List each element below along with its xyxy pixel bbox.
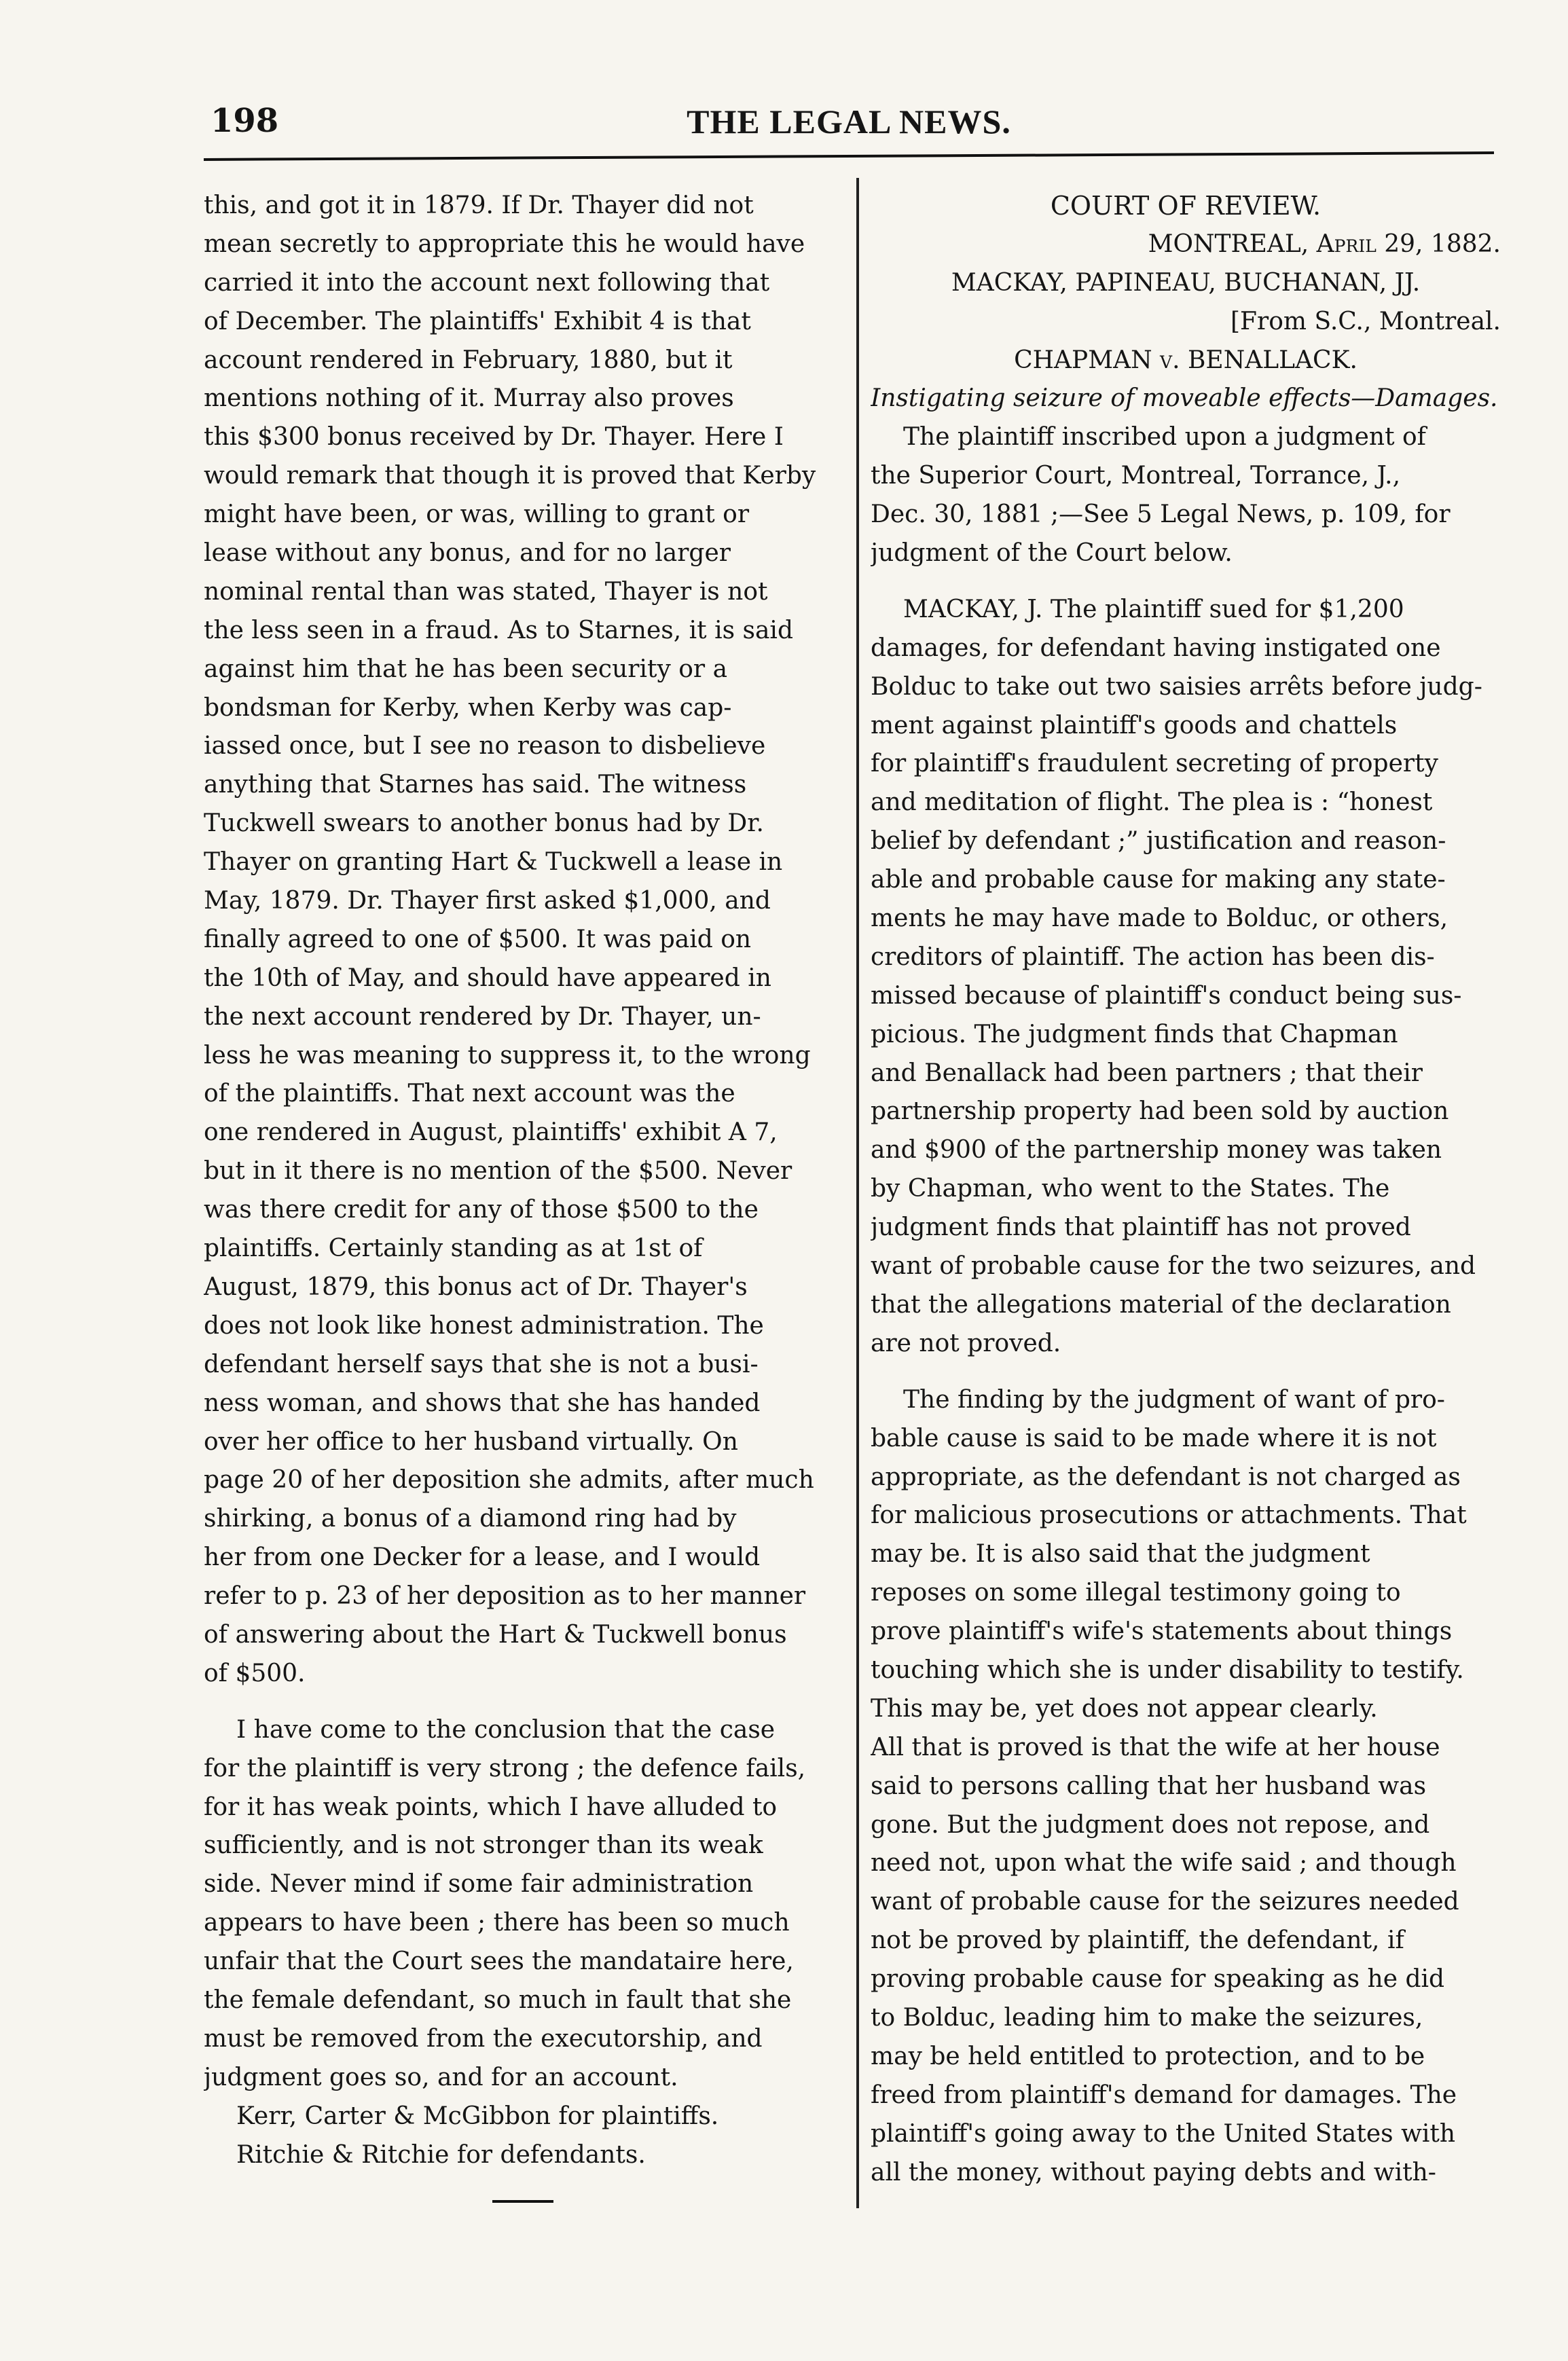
text-line: reposes on some illegal testimony going to <box>871 1579 1401 1607</box>
case-headnote: Instigating seizure of moveable effects—Damages. <box>871 384 1498 413</box>
text-line: would remark that though it is proved that Kerby <box>204 462 816 490</box>
text-line: and $900 of the partnership money was taken <box>871 1136 1442 1165</box>
text-line: bable cause is said to be made where it is not <box>871 1424 1437 1452</box>
text-line: of answering about the Hart & Tuckwell bonus <box>204 1620 787 1649</box>
decision-date: MONTREAL, April 29, 1882. <box>1148 230 1501 258</box>
text-line: mentions nothing of it. Murray also proves <box>204 384 734 413</box>
text-line: was there credit for any of those $500 to the <box>204 1196 759 1224</box>
text-line: May, 1879. Dr. Thayer first asked $1,000, and <box>204 887 771 915</box>
text-line: belief by defendant ;” justification and reason- <box>871 827 1446 856</box>
text-line: appears to have been ; there has been so much <box>204 1909 790 1937</box>
case-source: [From S.C., Montreal. <box>1230 307 1501 335</box>
text-line: appropriate, as the defendant is not charged as <box>871 1463 1461 1491</box>
text-line: Tuckwell swears to another bonus had by Dr. <box>204 809 764 838</box>
defendants-counsel: Ritchie & Ritchie for defendants. <box>236 2140 646 2169</box>
text-line: must be removed from the executorship, and <box>204 2024 763 2053</box>
text-line: carried it into the account next following that <box>204 268 770 297</box>
right-paragraph-2 <box>871 591 1501 1363</box>
text-line: The finding by the judgment of want of pro- <box>903 1385 1445 1414</box>
text-line: sufficiently, and is not stronger than its weak <box>204 1831 763 1860</box>
text-line: one rendered in August, plaintiffs' exhibit A 7, <box>204 1118 778 1147</box>
text-line: said to persons calling that her husband was <box>871 1772 1427 1800</box>
text-line: picious. The judgment finds that Chapman <box>871 1020 1398 1048</box>
text-line: partnership property had been sold by auction <box>871 1097 1449 1126</box>
text-line: may be. It is also said that the judgment <box>871 1540 1370 1569</box>
text-line: for it has weak points, which I have alluded to <box>204 1793 778 1821</box>
text-line: The plaintiff inscribed upon a judgment of <box>903 423 1426 452</box>
text-line: that the allegations material of the declaration <box>871 1290 1451 1319</box>
text-line: judgment of the Court below. <box>871 539 1233 568</box>
page-header <box>204 102 1494 149</box>
text-line: her from one Decker for a lease, and I would <box>204 1543 761 1572</box>
text-line: less he was meaning to suppress it, to the wrong <box>204 1041 811 1069</box>
text-line: missed because of plaintiff's conduct being sus- <box>871 981 1462 1010</box>
text-line: might have been, or was, willing to grant or <box>204 500 750 529</box>
text-line: page 20 of her deposition she admits, after much <box>204 1466 814 1495</box>
text-line: to Bolduc, leading him to make the seizures, <box>871 2003 1423 2032</box>
text-line: lease without any bonus, and for no larger <box>204 539 731 568</box>
text-line: defendant herself says that she is not a busi- <box>204 1350 759 1378</box>
text-line: need not, upon what the wife said ; and though <box>871 1849 1457 1878</box>
right-paragraph-1 <box>871 418 1501 573</box>
header-rule <box>204 151 1494 161</box>
text-line: want of probable cause for the seizures needed <box>871 1888 1459 1916</box>
text-line: against him that he has been security or a <box>204 655 728 683</box>
text-line: This may be, yet does not appear clearly. <box>871 1694 1378 1723</box>
court-heading: COURT OF REVIEW. <box>1050 191 1321 221</box>
text-line: judgment goes so, and for an account. <box>204 2063 678 2091</box>
text-line: able and probable cause for making any state- <box>871 866 1446 894</box>
article-end-rule <box>492 2200 553 2203</box>
text-line: proving probable cause for speaking as he did <box>871 1965 1445 1994</box>
left-column <box>204 187 842 2210</box>
text-line: and Benallack had been partners ; that their <box>871 1059 1423 1087</box>
text-line: not be proved by plaintiff, the defendant, if <box>871 1926 1404 1955</box>
text-line: Thayer on granting Hart & Tuckwell a lease in <box>204 848 783 877</box>
text-line: I have come to the conclusion that the case <box>236 1715 776 1744</box>
text-line: for malicious prosecutions or attachments. That <box>871 1501 1467 1530</box>
text-line: freed from plaintiff's demand for damages. The <box>871 2081 1457 2109</box>
text-line: all the money, without paying debts and with- <box>871 2158 1436 2186</box>
text-line: are not proved. <box>871 1329 1061 1357</box>
text-line: the Superior Court, Montreal, Torrance, J., <box>871 462 1401 490</box>
text-line: for the plaintiff is very strong ; the defence fails, <box>204 1754 806 1782</box>
judges: MACKAY, PAPINEAU, BUCHANAN, JJ. <box>951 268 1421 297</box>
text-line: may be held entitled to protection, and to be <box>871 2042 1425 2070</box>
text-line: side. Never mind if some fair administration <box>204 1870 754 1899</box>
text-line: damages, for defendant having instigated one <box>871 634 1441 662</box>
text-line: August, 1879, this bonus act of Dr. Thayer's <box>204 1273 748 1301</box>
text-line: refer to p. 23 of her deposition as to her manner <box>204 1582 806 1611</box>
text-line: by Chapman, who went to the States. The <box>871 1175 1390 1203</box>
text-line: judgment finds that plaintiff has not proved <box>871 1213 1411 1242</box>
text-line: nominal rental than was stated, Thayer is not <box>204 577 768 606</box>
text-line: plaintiff's going away to the United States with <box>871 2119 1456 2148</box>
plaintiffs-counsel: Kerr, Carter & McGibbon for plaintiffs. <box>236 2102 719 2130</box>
text-line: this, and got it in 1879. If Dr. Thayer did not <box>204 191 754 219</box>
text-line: MACKAY, J. The plaintiff sued for $1,200 <box>903 595 1404 623</box>
text-line: shirking, a bonus of a diamond ring had by <box>204 1505 737 1533</box>
text-line: All that is proved is that the wife at her house <box>871 1733 1440 1761</box>
column-divider <box>856 178 859 2208</box>
text-line: touching which she is under disability to testify. <box>871 1655 1464 1684</box>
text-line: but in it there is no mention of the $500. Never <box>204 1157 792 1186</box>
text-line: the female defendant, so much in fault that she <box>204 1985 792 2014</box>
text-line: the 10th of May, and should have appeared in <box>204 964 771 992</box>
text-line: mean secretly to appropriate this he would have <box>204 230 805 258</box>
text-line: and meditation of flight. The plea is : “honest <box>871 788 1433 817</box>
text-line: account rendered in February, 1880, but it <box>204 346 733 374</box>
text-line: does not look like honest administration. The <box>204 1311 764 1340</box>
right-paragraph-3 <box>871 1381 1501 2193</box>
text-line: bondsman for Kerby, when Kerby was cap- <box>204 693 732 722</box>
text-line: finally agreed to one of $500. It was paid on <box>204 925 752 953</box>
text-line: of December. The plaintiffs' Exhibit 4 is that <box>204 307 751 335</box>
text-line: ment against plaintiff's goods and chattels <box>871 711 1398 739</box>
text-line: over her office to her husband virtually. On <box>204 1427 738 1456</box>
text-line: prove plaintiff's wife's statements about things <box>871 1617 1453 1646</box>
case-title: CHAPMAN v. BENALLACK. <box>1014 346 1357 374</box>
page-number: 198 <box>211 102 279 140</box>
right-column <box>871 187 1501 2210</box>
text-line: plaintiffs. Certainly standing as at 1st of <box>204 1234 703 1263</box>
text-line: gone. But the judgment does not repose, and <box>871 1810 1430 1839</box>
text-line: the less seen in a fraud. As to Starnes, it is said <box>204 616 793 644</box>
left-paragraph-2 <box>204 1711 842 2098</box>
text-line: this $300 bonus received by Dr. Thayer. Here I <box>204 423 784 452</box>
text-line: for plaintiff's fraudulent secreting of property <box>871 750 1438 778</box>
text-line: ness woman, and shows that she has handed <box>204 1389 761 1417</box>
text-line: Dec. 30, 1881 ;—See 5 Legal News, p. 109, for <box>871 500 1451 529</box>
text-line: anything that Starnes has said. The witness <box>204 771 747 799</box>
text-line: creditors of plaintiff. The action has been dis- <box>871 942 1435 971</box>
text-line: want of probable cause for the two seizures, and <box>871 1252 1476 1281</box>
text-line: ments he may have made to Bolduc, or others, <box>871 904 1448 933</box>
text-line: unfair that the Court sees the mandataire here, <box>204 1947 794 1976</box>
text-line: the next account rendered by Dr. Thayer, un- <box>204 1002 761 1031</box>
left-paragraph-1 <box>204 187 842 1694</box>
publication-title: THE LEGAL NEWS. <box>687 103 1011 141</box>
text-line: Bolduc to take out two saisies arrêts before judg- <box>871 672 1482 701</box>
text-line: of the plaintiffs. That next account was the <box>204 1080 735 1108</box>
text-line: iassed once, but I see no reason to disbelieve <box>204 732 766 761</box>
text-line: of $500. <box>204 1659 306 1687</box>
